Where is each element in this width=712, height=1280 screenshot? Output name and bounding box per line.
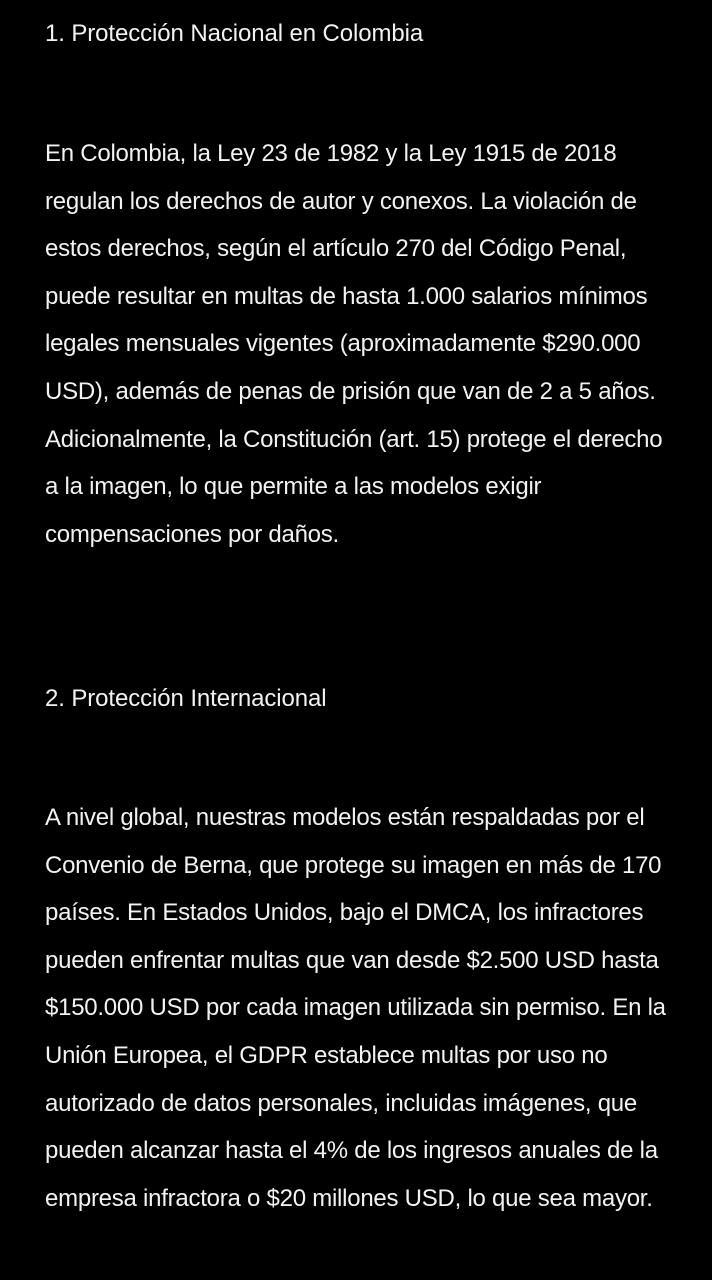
- section-body-national: En Colombia, la Ley 23 de 1982 y la Ley 1915 de 2018 regulan los derechos de autor y conexos. La violación de estos derechos, según el artículo 270 del Código Penal, puede resultar en multas de hasta 1.000 salarios mínimos legales mensuales vigentes (aproximadamente $290.000 USD), además de penas de prisión que van de 2 a 5 años. Adicionalmente, la Constitución (art. 15) protege el derecho a la imagen, lo que permite a las modelos exigir compensaciones por daños.: [45, 140, 663, 548]
- section-heading-international: 2. Protección Internacional: [45, 685, 327, 712]
- section-body-international: A nivel global, nuestras modelos están respaldadas por el Convenio de Berna, que protege su imagen en más de 170 países. En Estados Unidos, bajo el DMCA, los infractores pueden enfrentar multas que van desde $2.500 USD hasta $150.000 USD por cada imagen utilizada sin permiso. En la Unión Europea, el GDPR establece multas por uso no autorizado de datos personales, incluidas imágenes, que pueden alcanzar hasta el 4% de los ingresos anuales de la empresa infractora o $20 millones USD, lo que sea mayor.: [45, 804, 666, 1212]
- section-heading-national: 1. Protección Nacional en Colombia: [45, 20, 424, 47]
